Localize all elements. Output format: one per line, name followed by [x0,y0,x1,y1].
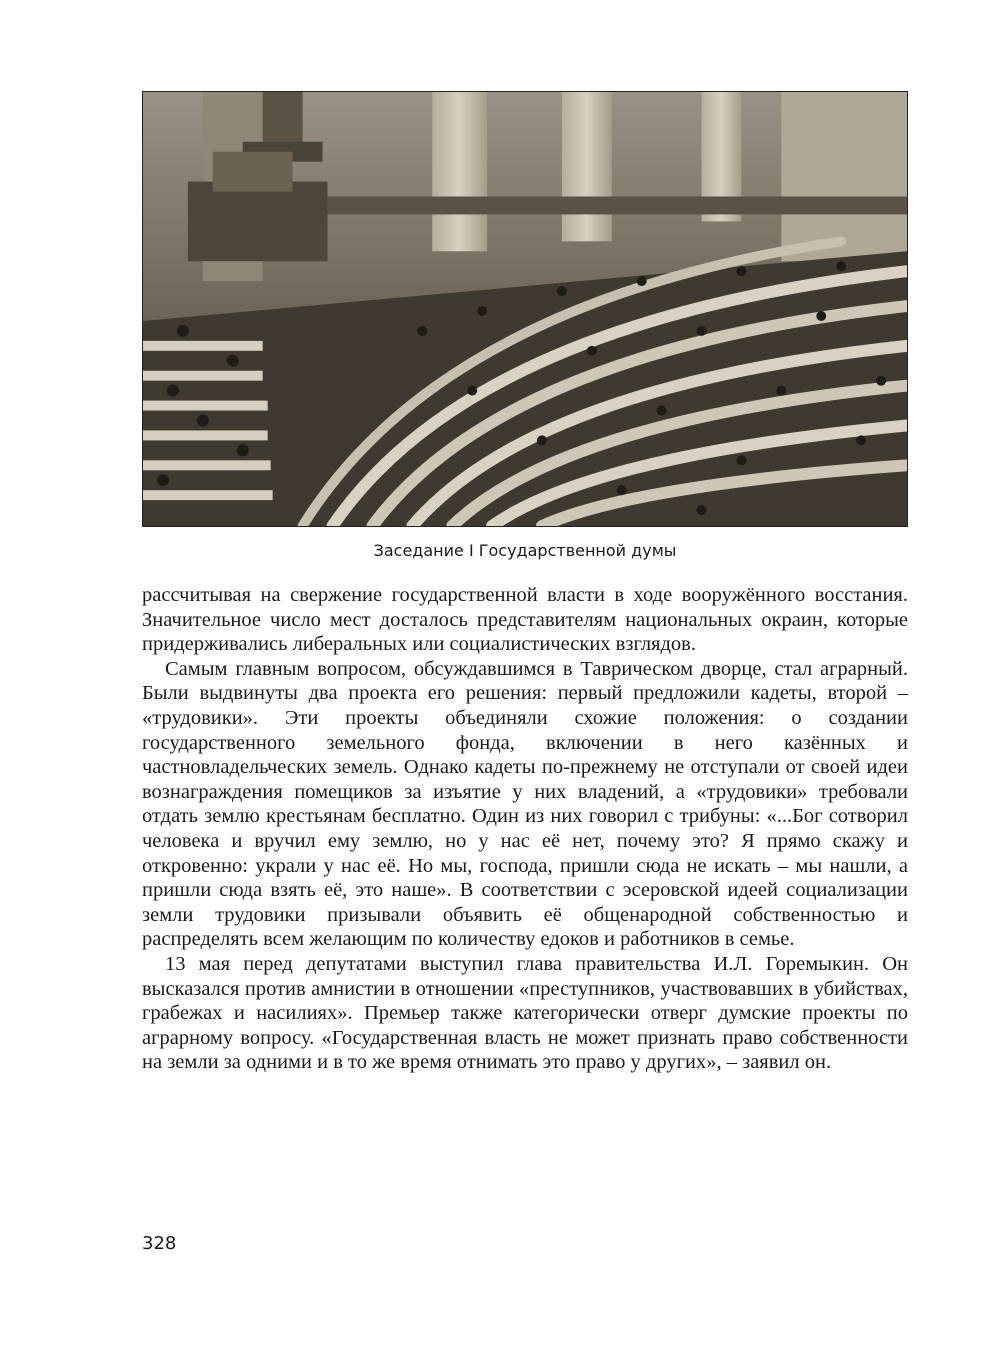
body-text [142,583,908,1075]
figure-caption: Заседание I Государственной думы [373,541,677,560]
duma-session-photo [142,91,908,527]
page-number: 328 [142,1233,177,1254]
paragraph: Самым главным вопросом, обсуждавшимся в Таврическом дворце, стал аграрный. Были выдвинуты два проекта его решения: первый предложили кадеты, второй – «трудовики». Эти проекты объединяли схожие положения: о создании государственного земельного фонда, включении в него казённых и частновладельческих земель. Однако кадеты по-прежнему не отступали от своей идеи вознаграждения помещиков за изъятие у них владений, а «трудовики» требовали отдать землю крестьянам бесплатно. Один из них говорил с трибуны: «...Бог сотворил человека и вручил ему землю, но у нас её нет, почему это? Я прямо скажу и откровенно: украли у нас её. Но мы, господа, пришли сюда не искать – мы нашли, а пришли сюда взять её, это наше». В соответствии с эсеровской идеей социализации земли трудовики призывали объявить её общенародной собственностью и распределять всем желающим по количеству едоков и работников в семье. [142,657,908,951]
paragraph: 13 мая перед депутатами выступил глава правительства И.Л. Горемыкин. Он высказался против амнистии в отношении «преступников, участвовавших в убийствах, грабежах и насилиях». Премьер также категорически отверг думские проекты по аграрному вопросу. «Государственная власть не может признать право собственности на земли за одними и в то же время отнимать это право у других», – заявил он. [142,952,908,1074]
paragraph: рассчитывая на свержение государственной власти в ходе вооружённого восстания. Значительное число мест досталось представителям национальных окраин, которые придерживались либеральных или социалистических взглядов. [142,584,908,656]
